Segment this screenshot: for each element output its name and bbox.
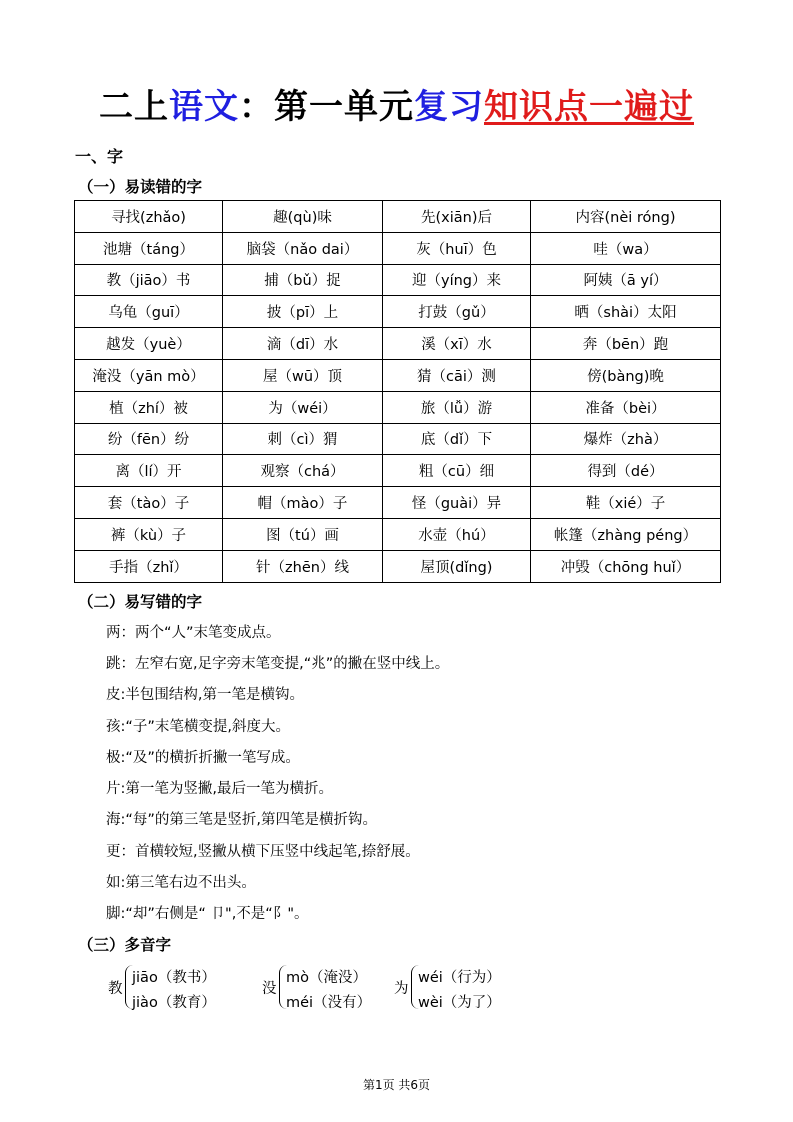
- title-part-5: 知识点一遍过: [484, 87, 694, 127]
- table-cell: 为（wéi）: [223, 391, 383, 423]
- table-cell: 粗（cū）细: [383, 455, 531, 487]
- polyphone-char: 为: [394, 981, 409, 997]
- table-row: [75, 296, 721, 328]
- section-heading-chars: 一、字: [75, 147, 124, 166]
- polyphone-reading-1: jiāo（教书）: [132, 970, 216, 986]
- table-cell: 刺（cì）猬: [223, 423, 383, 455]
- table-cell: 捕（bǔ）捉: [223, 264, 383, 296]
- table-row: [75, 359, 721, 391]
- table-row: [75, 201, 721, 233]
- write-note-7: 海:“每”的第三笔是竖折,第四笔是横折钩。: [106, 812, 378, 828]
- polyphone-reading-2: méi（没有）: [286, 995, 372, 1011]
- table-cell: 淹没（yān mò）: [75, 359, 223, 391]
- table-cell: 植（zhí）被: [75, 391, 223, 423]
- table-cell: 套（tào）子: [75, 487, 223, 519]
- table-row: [75, 423, 721, 455]
- table-cell: 裤（kù）子: [75, 518, 223, 550]
- write-note-1: 两：两个“人”末笔变成点。: [106, 625, 281, 641]
- table-cell: 披（pī）上: [223, 296, 383, 328]
- table-cell: 鞋（xié）子: [531, 487, 721, 519]
- polyphone-reading-1: mò（淹没）: [286, 970, 367, 986]
- table-row: [75, 232, 721, 264]
- table-cell: 屋顶(dǐng): [383, 550, 531, 582]
- table-cell: 滴（dī）水: [223, 328, 383, 360]
- polyphone-reading-1: wéi（行为）: [418, 970, 501, 986]
- table-cell: 哇（wa）: [531, 232, 721, 264]
- table-row: [75, 550, 721, 582]
- section-heading-easy-read: （一）易读错的字: [78, 178, 203, 196]
- table-cell: 帽（mào）子: [223, 487, 383, 519]
- table-cell: 晒（shài）太阳: [531, 296, 721, 328]
- table-cell: 针（zhēn）线: [223, 550, 383, 582]
- table-row: [75, 518, 721, 550]
- table-cell: 越发（yuè）: [75, 328, 223, 360]
- table-cell: 溪（xī）水: [383, 328, 531, 360]
- write-note-10: 脚:“却”右侧是“ 卩",不是“阝"。: [106, 906, 309, 922]
- section-heading-easy-write: （二）易写错的字: [78, 593, 203, 611]
- page-title: [0, 84, 793, 130]
- table-cell: 冲毁（chōng huǐ）: [531, 550, 721, 582]
- title-part-2: 语文: [169, 87, 239, 127]
- table-row: [75, 487, 721, 519]
- polyphone-reading-2: wèi（为了）: [418, 995, 501, 1011]
- write-note-8: 更：首横较短,竖撇从横下压竖中线起笔,捺舒展。: [106, 844, 420, 860]
- write-note-3: 皮:半包围结构,第一笔是横钩。: [106, 687, 304, 703]
- table-row: [75, 455, 721, 487]
- table-cell: 底（dǐ）下: [383, 423, 531, 455]
- table-cell: 准备（bèi）: [531, 391, 721, 423]
- title-part-4: 复习: [414, 87, 484, 127]
- table-cell: 脑袋（nǎo dai）: [223, 232, 383, 264]
- table-cell: 内容(nèi róng): [531, 201, 721, 233]
- table-cell: 阿姨（ā yí）: [531, 264, 721, 296]
- table-cell: 迎（yíng）来: [383, 264, 531, 296]
- table-cell: 图（tú）画: [223, 518, 383, 550]
- table-row: [75, 264, 721, 296]
- polyphone-reading-2: jiào（教育）: [132, 995, 216, 1011]
- write-note-9: 如:第三笔右边不出头。: [106, 875, 256, 891]
- table-cell: 乌龟（guī）: [75, 296, 223, 328]
- table-cell: 教（jiāo）书: [75, 264, 223, 296]
- table-cell: 先(xiān)后: [383, 201, 531, 233]
- polyphone-char: 教: [108, 981, 123, 997]
- table-cell: 趣(qù)味: [223, 201, 383, 233]
- write-note-4: 孩:“子”末笔横变提,斜度大。: [106, 719, 291, 735]
- table-cell: 怪（guài）异: [383, 487, 531, 519]
- polyphone-char: 没: [262, 981, 277, 997]
- table-cell: 观察（chá）: [223, 455, 383, 487]
- title-part-3: ：第一单元: [239, 87, 414, 127]
- table-row: [75, 328, 721, 360]
- table-cell: 得到（dé）: [531, 455, 721, 487]
- table-cell: 纷（fēn）纷: [75, 423, 223, 455]
- title-part-1: 二上: [99, 87, 169, 127]
- write-note-2: 跳：左窄右宽,足字旁末笔变提,“兆”的撇在竖中线上。: [106, 656, 450, 672]
- table-cell: 猜（cāi）测: [383, 359, 531, 391]
- table-cell: 手指（zhǐ）: [75, 550, 223, 582]
- easy-read-table: [74, 200, 721, 583]
- table-cell: 奔（bēn）跑: [531, 328, 721, 360]
- table-cell: 爆炸（zhà）: [531, 423, 721, 455]
- section-heading-polyphone: （三）多音字: [78, 936, 172, 954]
- table-cell: 池塘（táng）: [75, 232, 223, 264]
- table-row: [75, 391, 721, 423]
- write-note-6: 片:第一笔为竖撇,最后一笔为横折。: [106, 781, 333, 797]
- table-cell: 水壶（hú）: [383, 518, 531, 550]
- table-cell: 离（lí）开: [75, 455, 223, 487]
- table-cell: 屋（wū）顶: [223, 359, 383, 391]
- write-note-5: 极:“及”的横折折撇一笔写成。: [106, 750, 300, 766]
- table-cell: 寻找(zhǎo): [75, 201, 223, 233]
- page-footer: 第1页 共6页: [362, 1078, 431, 1092]
- table-cell: 旅（lǚ）游: [383, 391, 531, 423]
- table-cell: 帐篷（zhàng péng）: [531, 518, 721, 550]
- table-cell: 灰（huī）色: [383, 232, 531, 264]
- table-cell: 打鼓（gǔ）: [383, 296, 531, 328]
- table-cell: 傍(bàng)晚: [531, 359, 721, 391]
